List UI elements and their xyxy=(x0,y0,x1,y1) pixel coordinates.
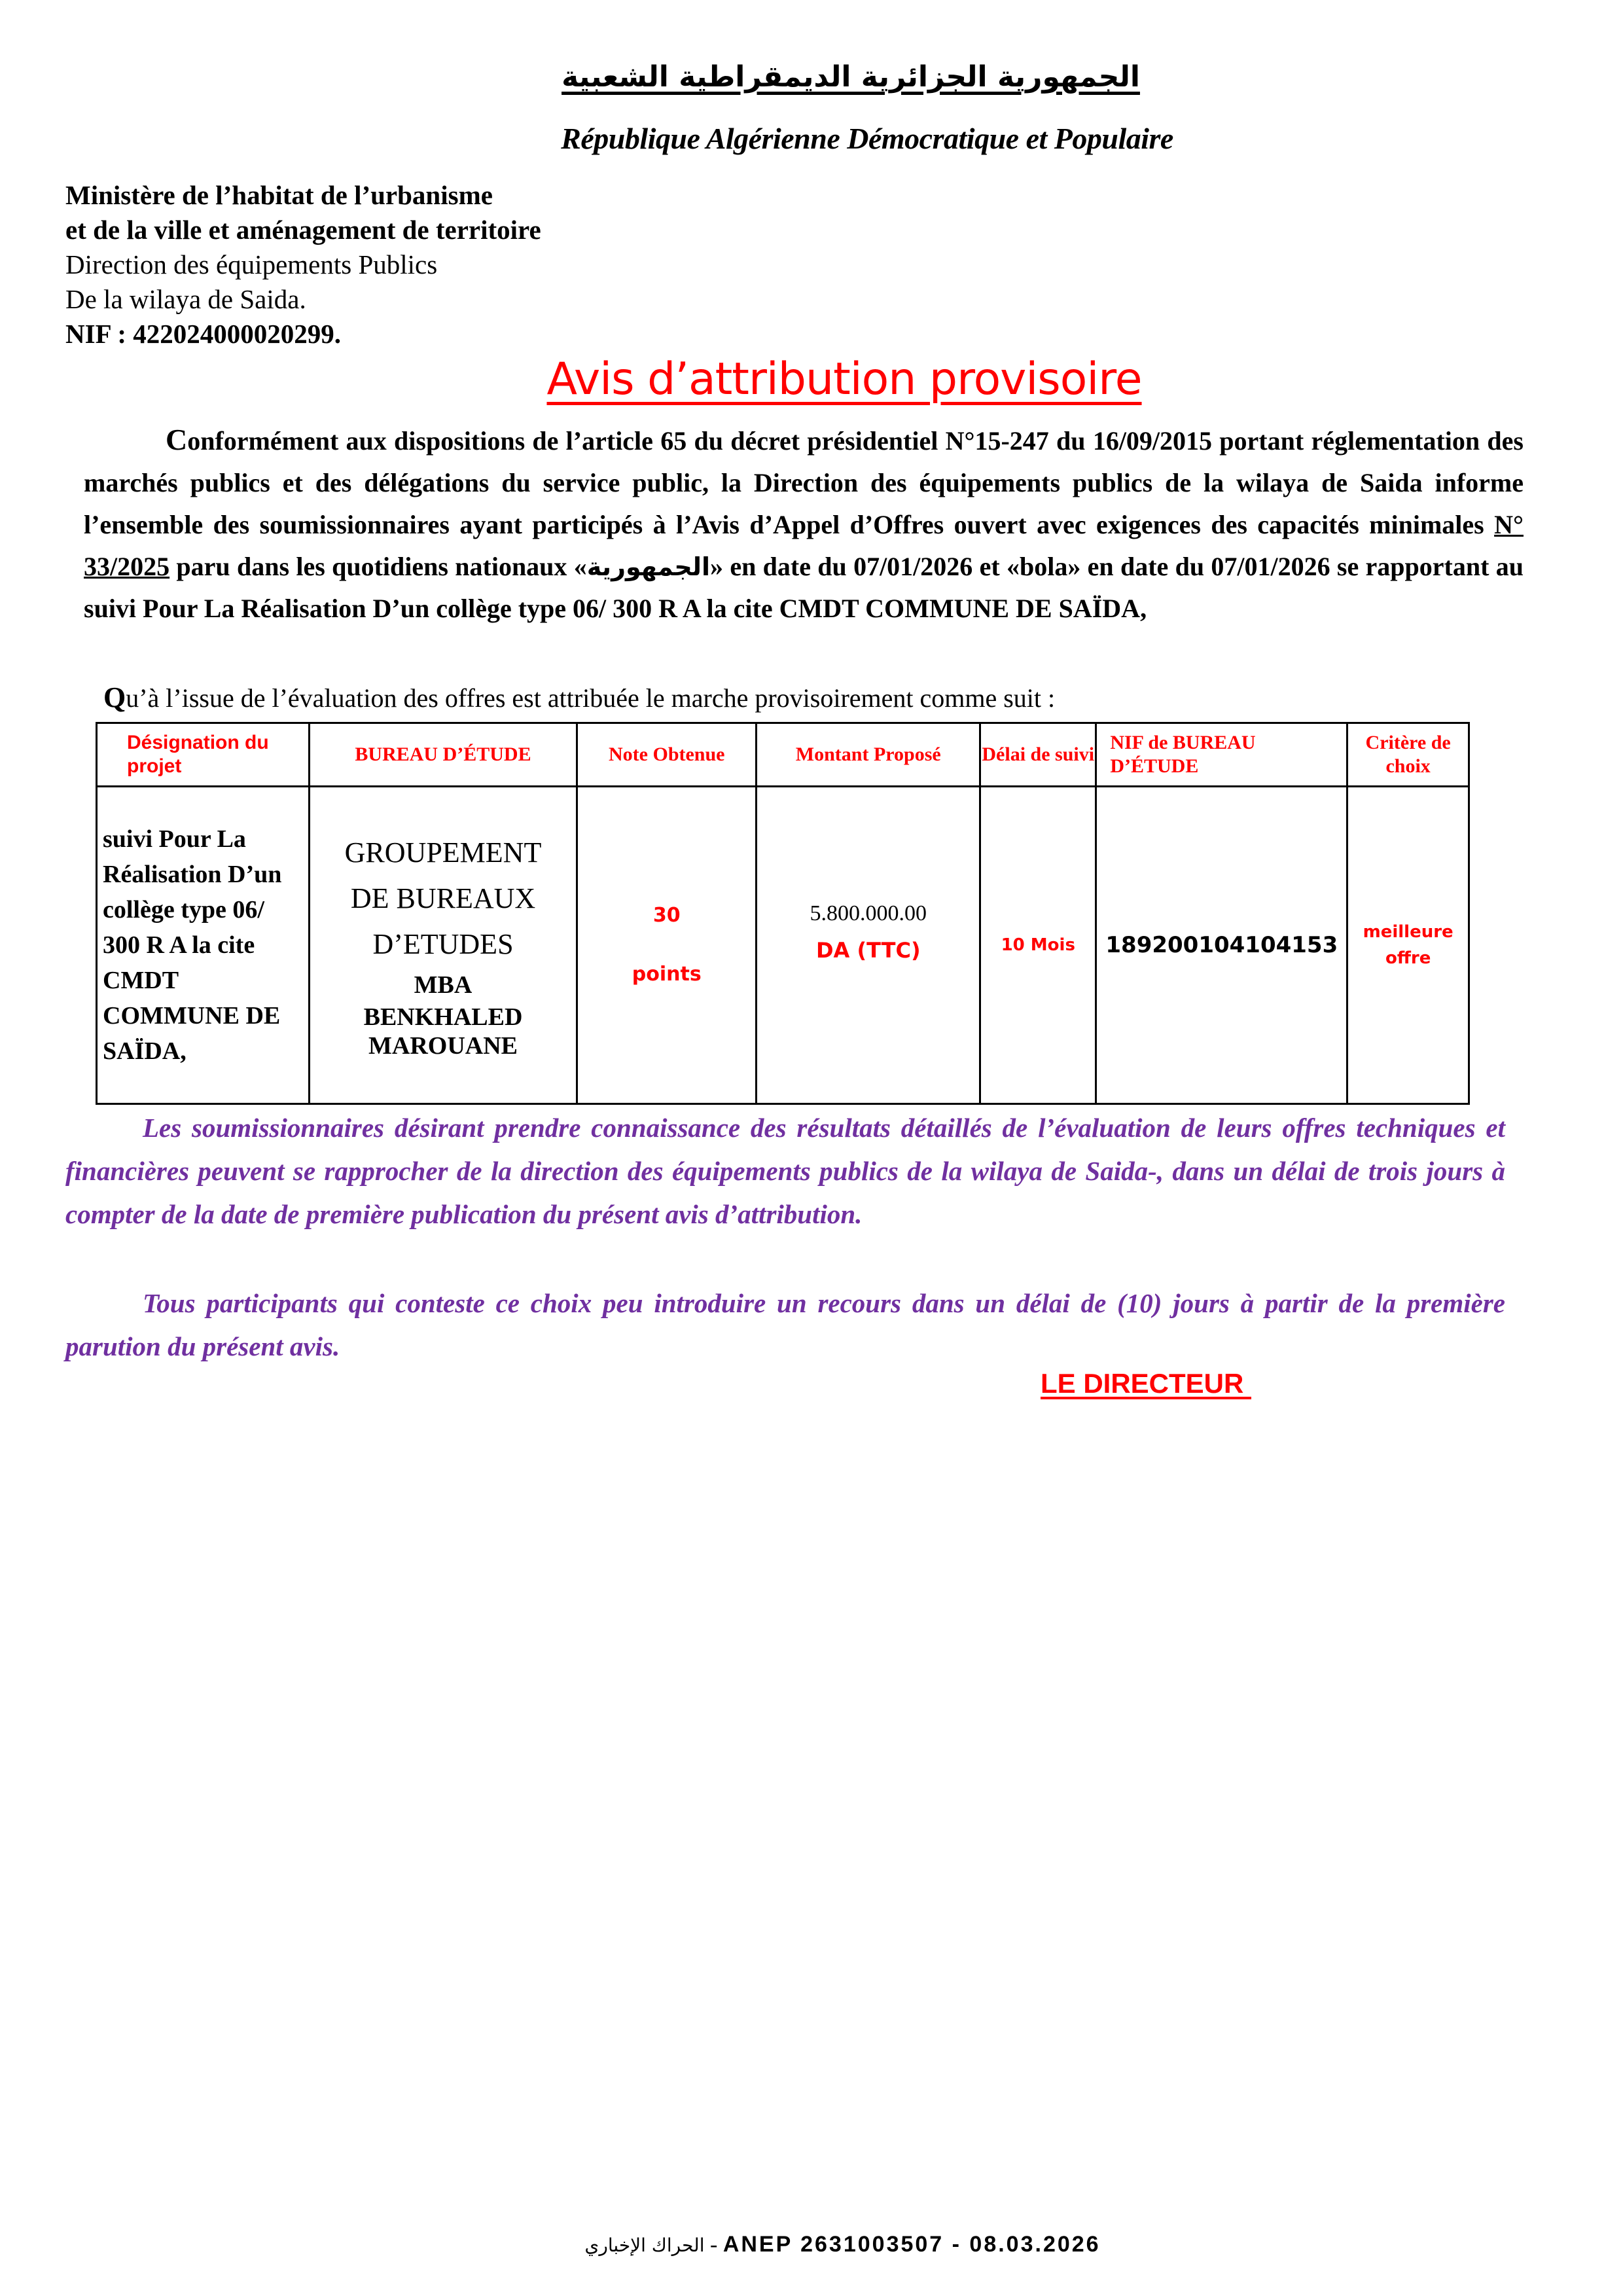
footer-newspaper: الحراك الإخباري xyxy=(584,2234,705,2256)
publication-footer xyxy=(0,2232,1623,2257)
critere-line: meilleure xyxy=(1363,922,1454,942)
header-note: Note Obtenue xyxy=(577,723,757,787)
ministry-line-2: et de la ville et aménagement de territoire xyxy=(65,215,541,245)
lead-text: u’à l’issue de l’évaluation des offres est attribuée le marche provisoirement comme suit : xyxy=(126,683,1056,713)
intro-text-1: onformément aux dispositions de l’article 65 du décret présidentiel N°15-247 du 16/09/2015 portant réglementation des marchés publics et des délégations du service public, la Direction des équipements publics de la wilaya de Saida informe l’ensemble des soumissionnaires ayant participés à l’Avis d’Appel d’Offres ouvert avec exigences des capacités minimales xyxy=(84,426,1524,539)
direction-line-1: Direction des équipements Publics xyxy=(65,249,438,279)
ministry-line-1: Ministère de l’habitat de l’urbanisme xyxy=(65,180,493,210)
tender-number: N° 33/2025 xyxy=(84,510,1524,581)
intro-text-2: paru dans les quotidiens nationaux « xyxy=(169,552,587,581)
bureau-line: MAROUANE xyxy=(368,1032,518,1060)
bureau-line: DE BUREAUX xyxy=(350,882,536,914)
bureau-line: D’ETUDES xyxy=(372,928,514,960)
appeal-text: Tous participants qui conteste ce choix peu introduire un recours dans un délai de (10) jours à partir de la première parution du présent avis. xyxy=(65,1288,1505,1361)
intro-cap-letter: C xyxy=(166,423,188,456)
bureau-line: MBA xyxy=(414,971,473,999)
consultation-notice xyxy=(65,1106,1505,1236)
consultation-text: Les soumissionnaires désirant prendre connaissance des résultats détaillés de l’évaluation de leurs offres techniques et financières peuvent se rapprocher de la direction des équipements publics de la wilaya de Saida-, dans un délai de trois jours à compter de la date de première publication du présent avis d’attribution. xyxy=(65,1113,1505,1229)
issuer-nif: NIF : 422024000020299. xyxy=(65,319,341,349)
award-lead-sentence xyxy=(103,681,1055,714)
note-value: 30 xyxy=(652,904,681,927)
bureau-line: BENKHALED xyxy=(363,1003,523,1031)
lead-cap-letter: Q xyxy=(103,681,126,713)
republic-title: République Algérienne Démocratique et Populaire xyxy=(561,122,1173,155)
notice-title: Avis d’attribution provisoire xyxy=(546,353,1142,405)
newspaper-arabic: الجمهورية xyxy=(586,552,711,581)
header-nif: NIF de BUREAU D’ÉTUDE xyxy=(1096,723,1347,787)
montant-value: 5.800.000.00 xyxy=(810,901,927,925)
critere-line: offre xyxy=(1385,948,1431,968)
header-delai: Délai de suivi xyxy=(980,723,1096,787)
header-bureau: BUREAU D’ÉTUDE xyxy=(309,723,577,787)
cell-bureau xyxy=(309,787,577,1104)
cell-designation: suivi Pour La Réalisation D’un collège type 06/ 300 R A la cite CMDT COMMUNE DE SAÏDA, xyxy=(97,787,310,1104)
header-designation: Désignation du projet xyxy=(97,723,310,787)
intro-paragraph xyxy=(84,419,1524,630)
arabic-republic-title: الجمهورية الجزائرية الديمقراطية الشعبية xyxy=(562,60,1140,94)
bureau-line: GROUPEMENT xyxy=(344,836,542,869)
cell-critere xyxy=(1347,787,1469,1104)
table-header-row xyxy=(97,723,1469,787)
footer-anep-code: ANEP 2631003507 - 08.03.2026 xyxy=(722,2232,1101,2257)
header-critere: Critère de choix xyxy=(1347,723,1469,787)
cell-montant xyxy=(757,787,980,1104)
table-row xyxy=(97,787,1469,1104)
direction-line-2: De la wilaya de Saida. xyxy=(65,284,306,314)
appeal-notice xyxy=(65,1282,1505,1368)
footer-separator: - xyxy=(704,2233,723,2257)
signature-director: LE DIRECTEUR xyxy=(1041,1368,1252,1399)
issuer-block xyxy=(65,178,541,351)
montant-currency: DA (TTC) xyxy=(815,938,921,963)
cell-delai: 10 Mois xyxy=(980,787,1096,1104)
intro-text-3: » en date du 07/01/2026 et «bola» en date du 07/01/2026 se rapportant au suivi Pour La Réalisation D’un collège type 06/ 300 R A la cite CMDT COMMUNE DE SAÏDA, xyxy=(84,552,1524,623)
header-montant: Montant Proposé xyxy=(757,723,980,787)
note-unit: points xyxy=(632,963,702,986)
cell-nif: 189200104104153 xyxy=(1096,787,1347,1104)
award-table xyxy=(96,722,1470,1105)
cell-note xyxy=(577,787,757,1104)
